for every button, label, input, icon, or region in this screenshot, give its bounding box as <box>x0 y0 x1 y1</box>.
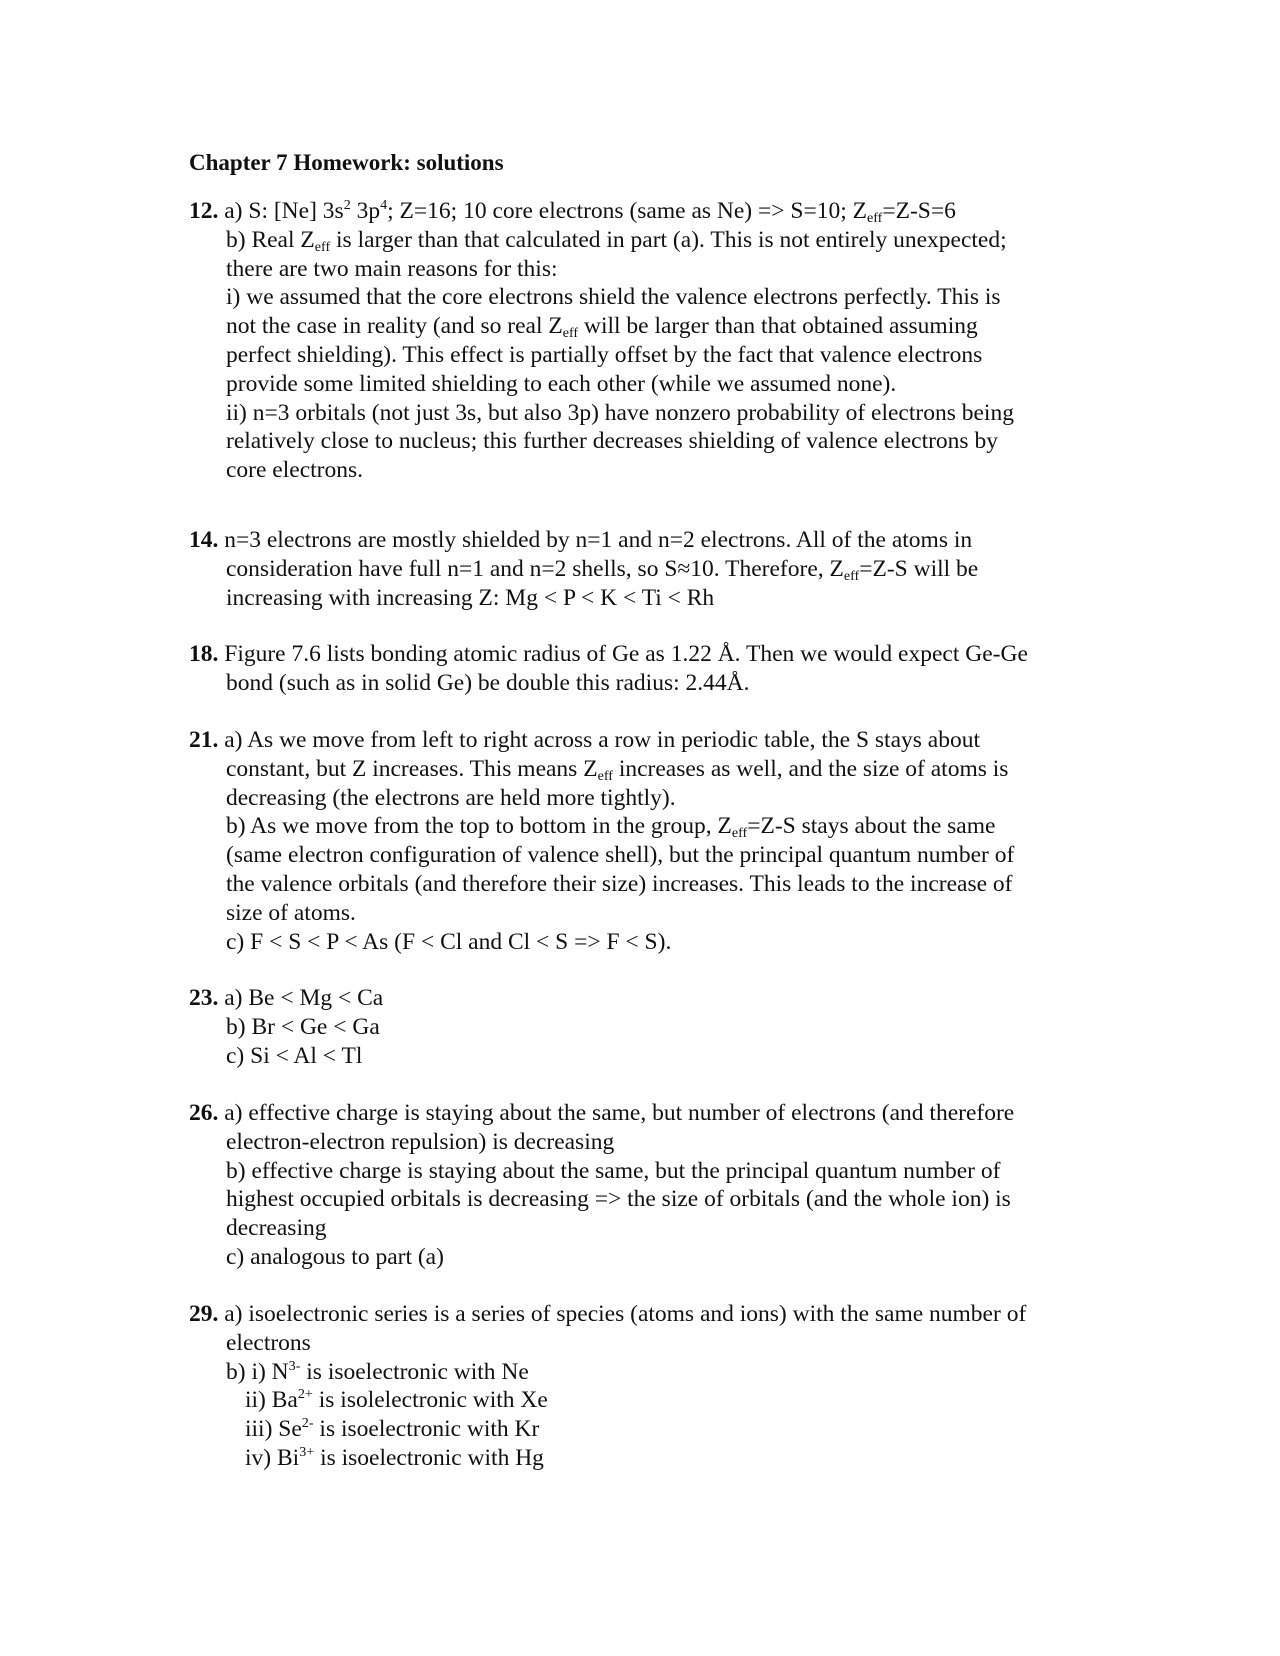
problem-line: iii) $Se^{2-}$ is isoelectronic with Kr <box>245 1415 540 1443</box>
problem-number: 23. <box>189 985 219 1011</box>
problem-line: consideration have full n=1 and n=2 shells, so S≈10. Therefore, $Z_{eff}=Z-S$ will be <box>226 555 979 584</box>
problem-line: there are two main reasons for this: <box>226 255 558 282</box>
problem-line: b) Br < Ge < Ga <box>226 1013 380 1040</box>
problem-line: electron-electron repulsion) is decreasing <box>226 1128 615 1155</box>
problem-line: not the case in reality (and so real $Z_{eff}$ will be larger than that obtained assuming <box>226 313 978 342</box>
problem-line: relatively close to nucleus; this further decreases shielding of valence electrons by <box>226 428 998 455</box>
problem-line: highest occupied orbitals is decreasing => the size of orbitals (and the whole ion) is <box>226 1186 1011 1213</box>
problem-line: c) F < S < P < As (F < Cl and Cl < S => F < S). <box>226 928 672 955</box>
problem-line: c) analogous to part (a) <box>226 1243 444 1270</box>
problem-line: b) i) $N^{3-}$ is isoelectronic with Ne <box>226 1357 529 1385</box>
problem-23 <box>189 984 1089 1070</box>
problem-line: 26. a) effective charge is staying about the same, but number of electrons (and therefore <box>189 1100 1015 1126</box>
problem-line: b) effective charge is staying about the same, but the principal quantum number of <box>226 1157 1001 1184</box>
problem-line: provide some limited shielding to each other (while we assumed none). <box>226 370 897 397</box>
problem-12 <box>189 197 1089 485</box>
problem-21 <box>189 726 1089 956</box>
problem-line: the valence orbitals (and therefore their size) increases. This leads to the increase of <box>226 870 1013 897</box>
problem-line: electrons <box>226 1329 311 1356</box>
problem-line: ii) n=3 orbitals (not just 3s, but also 3p) have nonzero probability of electrons being <box>226 399 1014 426</box>
problem-line: ii) $Ba^{2+}$ is isolelectronic with Xe <box>245 1386 548 1414</box>
problem-line: increasing with increasing Z: Mg < P < K < Ti < Rh <box>226 584 715 611</box>
problem-line: 12. a) S: [Ne] $3s^2$ $3p^4$; Z=16; 10 core electrons (same as Ne) => S=10; $Z_{eff}=Z-S=6$ <box>189 197 956 226</box>
problem-line: constant, but Z increases. This means $Z_{eff}$ increases as well, and the size of atoms is <box>226 755 1009 784</box>
problem-number: 12. <box>189 198 219 224</box>
problem-line: size of atoms. <box>226 899 356 926</box>
problem-18 <box>189 640 1089 698</box>
problem-number: 18. <box>189 641 219 667</box>
problem-number: 29. <box>189 1301 219 1327</box>
problem-line: bond (such as in solid Ge) be double this radius: 2.44Å. <box>226 669 750 696</box>
problem-line: b) As we move from the top to bottom in the group, $Z_{eff}=Z-S$ stays about the same <box>226 813 996 842</box>
problem-line: b) Real $Z_{eff}$ is larger than that calculated in part (a). This is not entirely unexpected; <box>226 226 1007 255</box>
problem-line: perfect shielding). This effect is partially offset by the fact that valence electrons <box>226 341 983 368</box>
problem-line: 14. n=3 electrons are mostly shielded by n=1 and n=2 electrons. All of the atoms in <box>189 527 973 553</box>
problem-line: decreasing <box>226 1215 327 1242</box>
problem-26 <box>189 1099 1089 1272</box>
problem-line: 18. Figure 7.6 lists bonding atomic radius of Ge as 1.22 Å. Then we would expect Ge-Ge <box>189 641 1028 667</box>
problem-line: core electrons. <box>226 457 364 484</box>
problem-number: 21. <box>189 727 219 753</box>
problem-line: 21. a) As we move from left to right across a row in periodic table, the S stays about <box>189 727 980 753</box>
problem-line: iv) $Bi^{3+}$ is isoelectronic with Hg <box>245 1443 544 1471</box>
problem-line: 23. a) Be < Mg < Ca <box>189 985 384 1011</box>
problem-line: i) we assumed that the core electrons shield the valence electrons perfectly. This is <box>226 284 1001 311</box>
problem-number: 14. <box>189 527 219 553</box>
problem-29 <box>189 1300 1089 1473</box>
problem-line: c) Si < Al < Tl <box>226 1042 363 1069</box>
problem-number: 26. <box>189 1100 219 1126</box>
problem-line: decreasing (the electrons are held more tightly). <box>226 784 676 811</box>
page-title: Chapter 7 Homework: solutions <box>189 150 504 175</box>
problem-14 <box>189 526 1089 612</box>
problem-line: (same electron configuration of valence shell), but the principal quantum number of <box>226 842 1015 869</box>
problem-line: 29. a) isoelectronic series is a series of species (atoms and ions) with the same number of <box>189 1301 1027 1327</box>
